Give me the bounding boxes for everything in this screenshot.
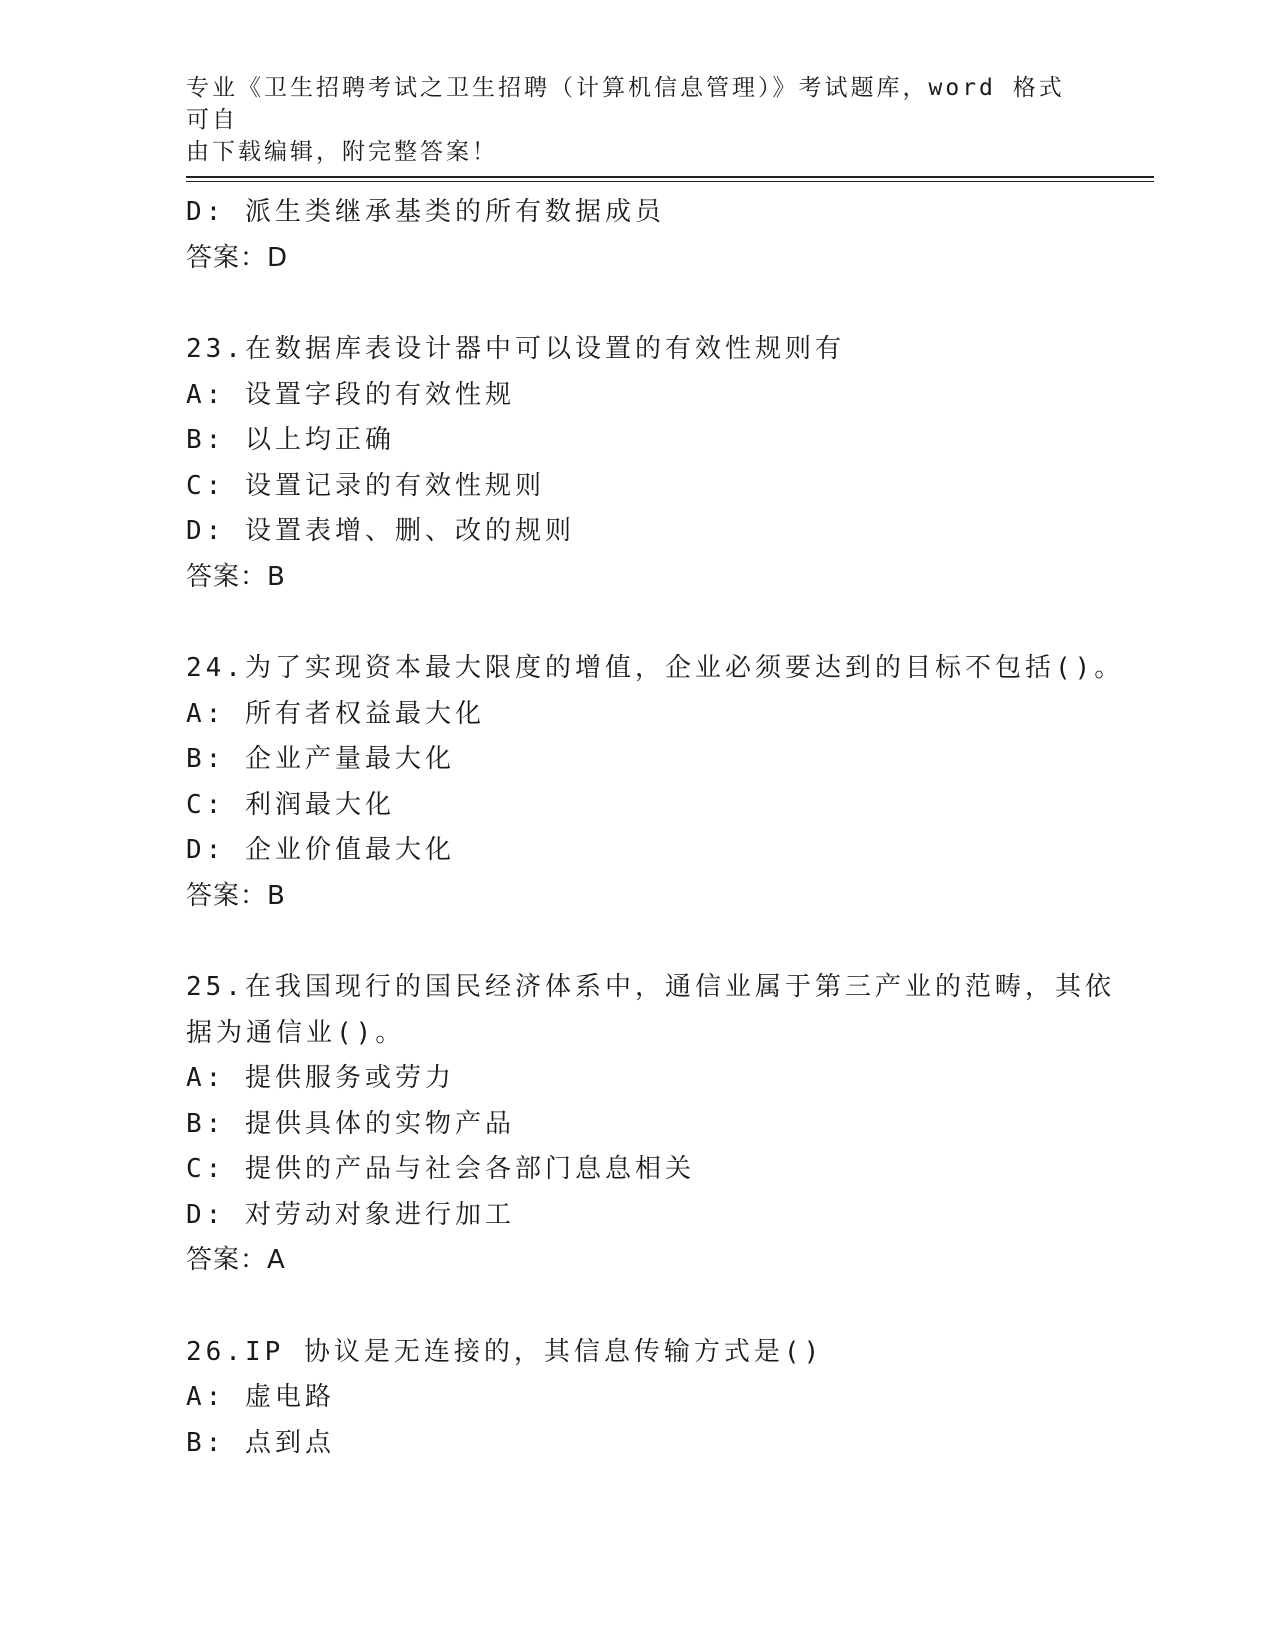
header-line-1: 专业《卫生招聘考试之卫生招聘（计算机信息管理）》考试题库，word 格式可自 — [186, 75, 1065, 133]
option-d: D: 设置表增、删、改的规则 — [186, 516, 575, 546]
option-c: C: 利润最大化 — [186, 789, 395, 820]
question-stem: 24.为了实现资本最大限度的增值，企业必须要达到的目标不包括()。 — [186, 653, 1125, 683]
previous-question-tail — [186, 190, 1086, 281]
option-c: C: 提供的产品与社会各部门息息相关 — [186, 1154, 695, 1184]
answer-line: 答案：D — [186, 242, 289, 273]
option-b: B: 企业产量最大化 — [186, 744, 455, 774]
spacer — [186, 1284, 1086, 1330]
question-stem-line-2: 据为通信业()。 — [186, 1017, 406, 1048]
document-header — [186, 72, 1066, 168]
answer-line: 答案：A — [186, 1245, 286, 1275]
question-stem: 23.在数据库表设计器中可以设置的有效性规则有 — [186, 334, 845, 364]
option-d: D: 派生类继承基类的所有数据成员 — [186, 197, 665, 227]
question-stem: 26.IP 协议是无连接的，其信息传输方式是() — [186, 1336, 824, 1367]
option-a: A: 提供服务或劳力 — [186, 1063, 455, 1093]
option-b: B: 以上均正确 — [186, 425, 395, 455]
answer-line: 答案：B — [186, 561, 286, 592]
answer-line: 答案：B — [186, 880, 286, 911]
spacer — [186, 919, 1086, 965]
question-24 — [186, 646, 1125, 919]
option-a: A: 设置字段的有效性规 — [186, 379, 515, 410]
spacer — [186, 281, 1086, 327]
option-a: A: 虚电路 — [186, 1382, 335, 1412]
question-25 — [186, 965, 1115, 1284]
option-d: D: 企业价值最大化 — [186, 835, 455, 865]
question-26 — [186, 1330, 1086, 1467]
header-line-2: 由下载编辑，附完整答案！ — [186, 139, 498, 165]
question-23 — [186, 327, 1086, 600]
question-list — [186, 190, 1125, 1466]
option-b: B: 提供具体的实物产品 — [186, 1108, 515, 1139]
question-stem-line-1: 25.在我国现行的国民经济体系中，通信业属于第三产业的范畴，其依 — [186, 972, 1115, 1002]
option-b: B: 点到点 — [186, 1427, 335, 1458]
option-d: D: 对劳动对象进行加工 — [186, 1199, 515, 1230]
header-divider — [186, 176, 1154, 182]
option-a: A: 所有者权益最大化 — [186, 698, 485, 729]
spacer — [186, 600, 1086, 646]
option-c: C: 设置记录的有效性规则 — [186, 470, 545, 501]
